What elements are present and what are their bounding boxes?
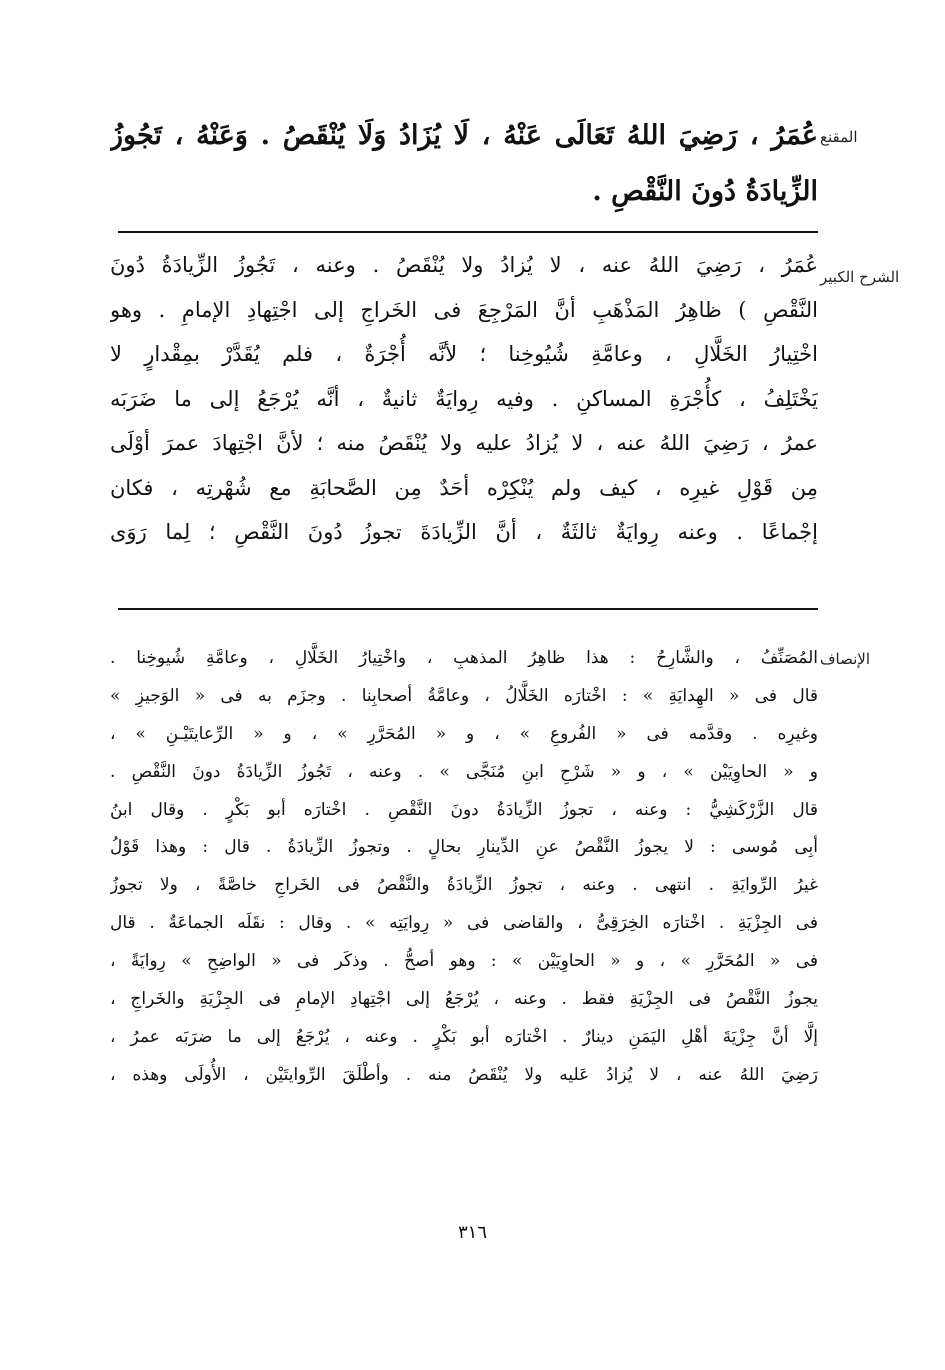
insaf-line: قال الزَّرْكَشِيُّ : وعنه ، تجوزُ الزِّيادَةُ دونَ النَّقْصِ . اخْتارَه أبو بَكْرٍ . وقال ابنُ — [110, 799, 818, 820]
sharh-line: النَّقْصِ ) ظاهِرُ المَذْهَبِ أنَّ المَرْجِعَ فى الخَراجِ إلى اجْتِهادِ الإمامِ . وهو — [110, 297, 818, 322]
insaf-line: قال فى « الهِدايَةِ » : اخْتارَه الخَلَّالُ ، وعامَّةُ أصحابِنا . وجزَم به فى « الوَجيزِ » — [110, 685, 818, 706]
sharh-line: يَخْتَلِفُ ، كأُجْرَةِ المساكنِ . وفيه رِوايَةٌ ثانيةٌ ، أنَّه يُرْجَعُ إلى ما ضَرَبَه — [110, 386, 818, 411]
section-label-insaf: الإنصاف — [820, 650, 871, 668]
section-divider — [118, 231, 818, 233]
section-label-muqni: المقنع — [820, 128, 858, 146]
sharh-line: مِن قَوْلِ غيرِه ، كيف ولم يُنْكِرْه أحَدٌ مِن الصَّحابَةِ مع شُهْرتِه ، فكان — [110, 475, 818, 500]
insaf-text — [110, 640, 818, 1095]
insaf-line: و « الحاوِيَيْن » ، و « شَرْحِ ابنِ مُنَجَّى » . وعنه ، تَجُوزُ الزِّيادَةُ دونَ النَّقْصِ . — [110, 761, 818, 782]
sharh-text — [110, 243, 818, 555]
sharh-line: عُمَرُ ، رَضِيَ اللهُ عنه ، لا يُزادُ ولا يُنْقَصُ . وعنه ، تَجُوزُ الزِّيادَةُ دُونَ — [110, 253, 818, 277]
insaf-line: فى « المُحَرَّرِ » ، و « الحاوِيَيْن » : وهو أصحُّ . وذكَر فى « الواضِحِ » رِوايَةً ، — [110, 951, 818, 972]
insaf-line: المُصَنِّفُ ، والشَّارِحُ : هذا ظاهِرُ المذهبِ ، واخْتِيارُ الخَلَّالِ ، وعامَّةِ شُيوخِنا . — [110, 648, 818, 668]
insaf-line: رَضِيَ اللهُ عنه ، لا يُزادُ عَليه ولا يُنْقَصُ منه . وأطْلَقَ الرِّوايتَيْن ، الأُولَى وهذه ، — [110, 1064, 818, 1085]
insaf-line: فى الجِزْيَةِ . اخْتارَه الخِرَقِىُّ ، والقاضى فى « رِوايَتِه » . وقال : نقَلَه الجماعَةُ . قال — [110, 913, 818, 934]
sharh-line: إجْماعًا . وعنه رِوايَةٌ ثالثَةٌ ، أنَّ الزِّيادَةَ تجوزُ دُونَ النَّقْصِ ؛ لِما رَوَى — [110, 520, 818, 544]
insaf-line: أبِى مُوسى : لا يجوزُ النَّقْصُ عنِ الدِّينارِ بحالٍ . وتجوزُ الزِّيادَةُ . قال : وهذا قَوْلُ — [110, 837, 818, 858]
insaf-line: وغيرِه . وقدَّمه فى « الفُروعِ » ، و « المُحَرَّرِ » ، و « الرِّعايتَيْـنِ » ، — [110, 723, 818, 744]
insaf-line: غيرُ الرِّوايَةِ . انتهى . وعنه ، تجوزُ الزِّيادَةُ والنَّقْصُ فى الخَراجِ خاصَّةً ، ولا تجوزُ — [110, 875, 818, 896]
insaf-line: يجوزُ النَّقْصُ فى الجِزْيَةِ فقط . وعنه ، يُرْجَعُ إلى اجْتِهادِ الإمامِ فى الجِزْيَةِ والخَراجِ ، — [110, 989, 818, 1010]
insaf-line: إلَّا أنَّ جِزْيَةَ أهْلِ اليَمَنِ دينارٌ . اخْتارَه أبو بَكْرٍ . وعنه ، يُرْجَعُ إلى ما ضرَبَه عمرُ ، — [110, 1026, 818, 1047]
muqni-text — [110, 108, 818, 220]
muqni-line: الزِّيادَةُ دُونَ النَّقْصِ . — [592, 176, 818, 207]
section-label-sharh: الشرح الكبير — [820, 268, 900, 286]
muqni-line: عُمَرُ ، رَضِيَ اللهُ تَعَالَى عَنْهُ ، لَا يُزَادُ وَلَا يُنْقَصُ . وَعَنْهُ ، تَجُوزُ — [110, 120, 818, 151]
sharh-line: اخْتِيارُ الخَلَّالِ ، وعامَّةِ شُيُوخِنا ؛ لأنَّه أُجْرَةٌ ، فلم يُقَدَّرْ بمِقْدارٍ لا — [110, 342, 818, 366]
sharh-line: عمرُ ، رَضِيَ اللهُ عنه ، لا يُزادُ عليه ولا يُنْقَصُ منه ؛ لأنَّ اجْتِهادَ عمرَ أوْلَى — [110, 431, 818, 455]
page-number: ٣١٦ — [457, 1222, 487, 1243]
section-divider — [118, 608, 818, 610]
